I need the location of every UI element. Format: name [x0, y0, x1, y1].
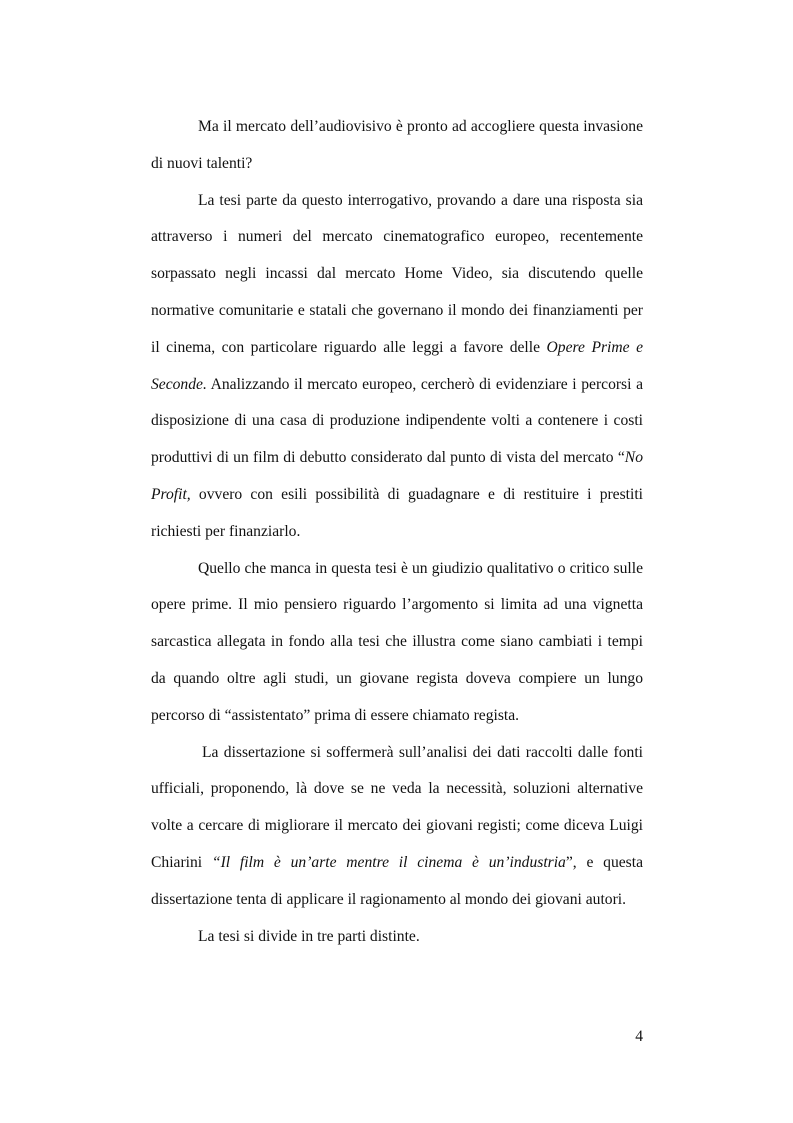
body-text	[151, 109, 643, 955]
paragraph-text: Ma il mercato dell’audiovisivo è pronto ad accogliere questa invasione di nuovi talenti?	[151, 118, 643, 172]
paragraph-text: ovvero con esili possibilità di guadagnare e di restituire i prestiti richiesti per finanziarlo.	[151, 485, 643, 540]
paragraph-text: ”, e questa dissertazione tenta di applicare il ragionamento al mondo dei giovani autori.	[151, 853, 643, 908]
paragraph-text: La tesi parte da questo interrogativo, provando a dare una risposta sia attraverso i numeri del mercato cinematografico europeo, recentemente sorpassato negli incassi dal mercato Home Video, sia discutendo quelle normative comunitarie e statali che governano il mondo dei finanziamenti per il cinema, con particolare riguardo alle leggi a favore delle	[151, 191, 643, 356]
paragraph-text: Analizzando il mercato europeo, cercherò di evidenziare i percorsi a disposizione di una casa di produzione indipendente volti a contenere i costi produttivi di un film di debutto considerato dal punto di vista del mercato “	[151, 375, 643, 467]
paragraph-dissertation-focus	[151, 735, 643, 919]
paragraph-market-question	[151, 109, 643, 183]
italic-text-opere-prime: Opere Prime e Seconde.	[151, 338, 644, 393]
paragraph-text: La tesi si divide in tre parti distinte.	[198, 927, 420, 945]
italic-text-no-profit: No Profit,	[151, 449, 643, 503]
paragraph-thesis-intro	[151, 183, 643, 551]
italic-quote-chiarini: “Il film è un’arte mentre il cinema è un’industria	[211, 853, 566, 871]
page-number: 4	[635, 1028, 643, 1045]
paragraph-text: La dissertazione si soffermerà sull’analisi dei dati raccolti dalle fonti ufficiali, proponendo, là dove se ne veda la necessità, soluzioni alternative volte a cercare di migliorare il mercato dei giovani registi; come diceva Luigi Chiarini	[151, 743, 643, 871]
paragraph-missing-judgement	[151, 551, 643, 735]
paragraph-text: Quello che manca in questa tesi è un giudizio qualitativo o critico sulle opere prime. Il mio pensiero riguardo l’argomento si limita ad una vignetta sarcastica allegata in fondo alla tesi che illustra come siano cambiati i tempi da quando oltre agli studi, un giovane regista doveva compiere un lungo percorso di “assistentato” prima di essere chiamato regista.	[151, 559, 643, 724]
paragraph-thesis-structure	[151, 919, 643, 956]
